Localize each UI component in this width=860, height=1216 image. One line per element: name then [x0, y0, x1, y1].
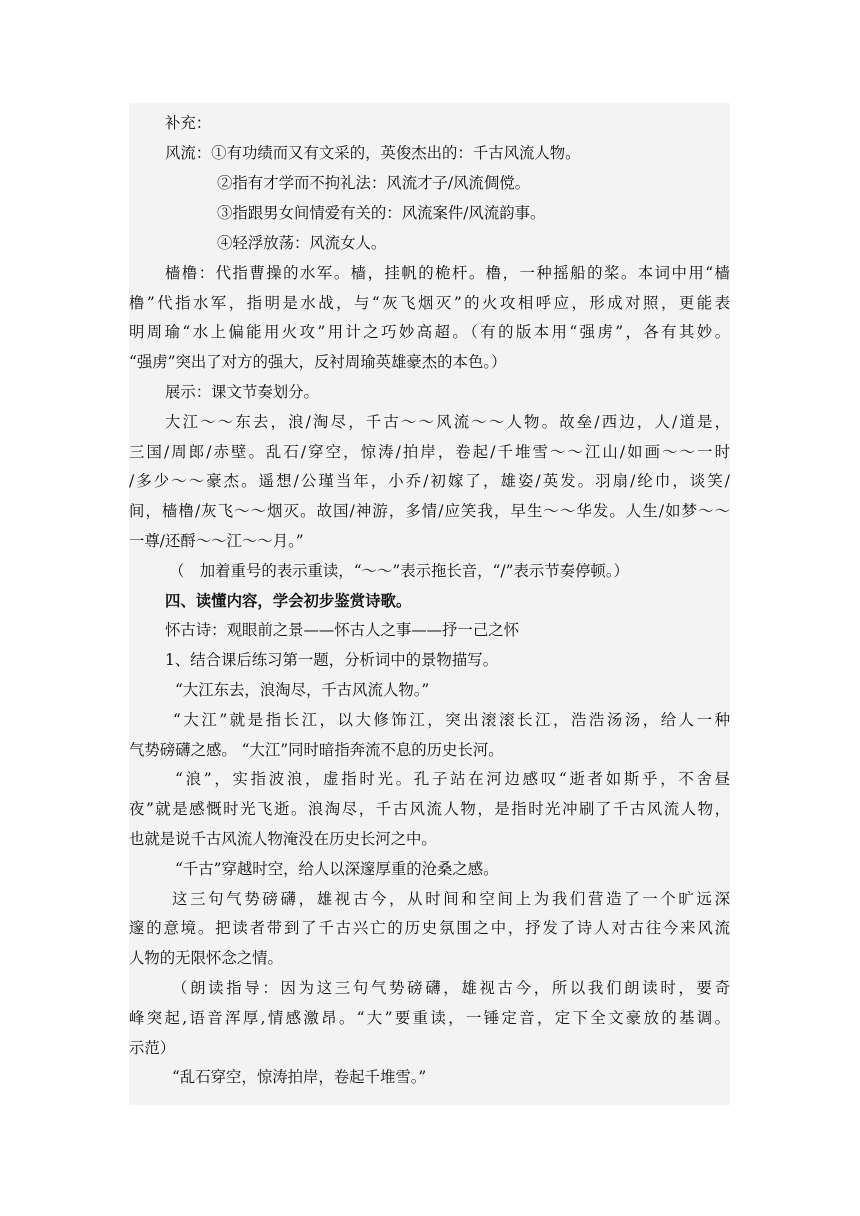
rhythm-text-line: /多少～～豪杰。遥想/公瑾当年，小乔/初嫁了，雄姿/英发。羽扇/纶巾，谈笑/: [129, 472, 730, 490]
supplement-heading: 补充：: [165, 114, 212, 132]
quoted-verse-2: “乱石穿空，惊涛拍岸，卷起千堆雪。”: [172, 1068, 427, 1086]
rhythm-text-line: 三国/周郎/赤壁。乱石/穿空，惊涛/拍岸，卷起/千堆雪～～江山/如画～～一时: [129, 443, 730, 461]
fengliu-definition-3: ③指跟男女间情爱有关的：风流案件/风流韵事。: [217, 204, 546, 222]
rhythm-text-line: 间，樯橹/灰飞～～烟灭。故国/神游，多情/应笑我，早生～～华发。人生/如梦～～: [129, 502, 730, 520]
reading-guide-line: 示范）: [129, 1039, 176, 1057]
rhythm-text-line: 大江～～东去，浪/淘尽，千古～～风流～～人物。故垒/西边，人/道是，: [165, 413, 730, 431]
summary-paragraph-line: 这三句气势磅礴，雄视古今，从时间和空间上为我们营造了一个旷远深: [172, 890, 730, 908]
reading-guide-line: （朗读指导：因为这三句气势磅礴，雄视古今，所以我们朗读时，要奇: [172, 979, 730, 997]
document-page: [129, 103, 730, 1105]
lang-analysis-line: 夜”就是感慨时光飞逝。浪淘尽，千古风流人物，是指时光冲刷了千古风流人物，: [129, 800, 730, 818]
section-four-heading: 四、读懂内容，学会初步鉴赏诗歌。: [165, 592, 412, 610]
summary-paragraph-line: 邃的意境。把读者带到了千古兴亡的历史氛围之中，抒发了诗人对古往今来风流: [129, 919, 730, 937]
dajiang-analysis-line: 气势磅礴之感。 “大江”同时暗指奔流不息的历史长河。: [129, 741, 504, 759]
summary-paragraph-line: 人物的无限怀念之情。: [129, 949, 283, 967]
fengliu-definition-4: ④轻浮放荡：风流女人。: [217, 234, 387, 252]
reading-guide-line: 峰突起,语音浑厚,情感激昂。“大”要重读，一锤定音，定下全文豪放的基调。: [129, 1009, 730, 1027]
qiangu-analysis: “千古”穿越时空，给人以深邃厚重的沧桑之感。: [175, 860, 499, 878]
rhythm-text-line: 一尊/还酹～～江～～月。”: [129, 532, 304, 550]
qianglu-paragraph-line: 樯橹：代指曹操的水军。樯，挂帆的桅杆。橹，一种摇船的桨。本词中用“樯: [165, 264, 730, 282]
rhythm-heading: 展示：课文节奏划分。: [165, 383, 319, 401]
huaigu-structure: 怀古诗：观眼前之景——怀古人之事——抒一己之怀: [165, 621, 519, 639]
fengliu-definition-1: 风流：①有功绩而又有文采的，英俊杰出的：千古风流人物。: [165, 144, 581, 162]
lang-analysis-line: 也就是说千古风流人物淹没在历史长河之中。: [129, 830, 437, 848]
fengliu-definition-2: ②指有才学而不拘礼法：风流才子/风流倜傥。: [217, 174, 530, 192]
exercise-one-heading: 1、结合课后练习第一题，分析词中的景物描写。: [165, 651, 498, 669]
qianglu-paragraph-line: 橹”代指水军，指明是水战，与“灰飞烟灭”的火攻相呼应，形成对照，更能表: [129, 294, 730, 312]
rhythm-legend-note: （ 加着重号的表示重读，“～～”表示拖长音，“/”表示节奏停顿。）: [169, 562, 629, 580]
quoted-verse-1: “大江东去，浪淘尽，千古风流人物。”: [175, 681, 430, 699]
qianglu-paragraph-line: “强虏”突出了对方的强大，反衬周瑜英雄豪杰的本色。）: [129, 353, 507, 371]
dajiang-analysis-line: “大江”就是指长江，以大修饰江，突出滚滚长江，浩浩汤汤，给人一种: [173, 711, 730, 729]
lang-analysis-line: “浪”，实指波浪，虚指时光。孔子站在河边感叹“逝者如斯乎，不舍昼: [175, 770, 730, 788]
qianglu-paragraph-line: 明周瑜“水上偏能用火攻”用计之巧妙高超。（有的版本用“强虏”，各有其妙。: [129, 323, 730, 341]
